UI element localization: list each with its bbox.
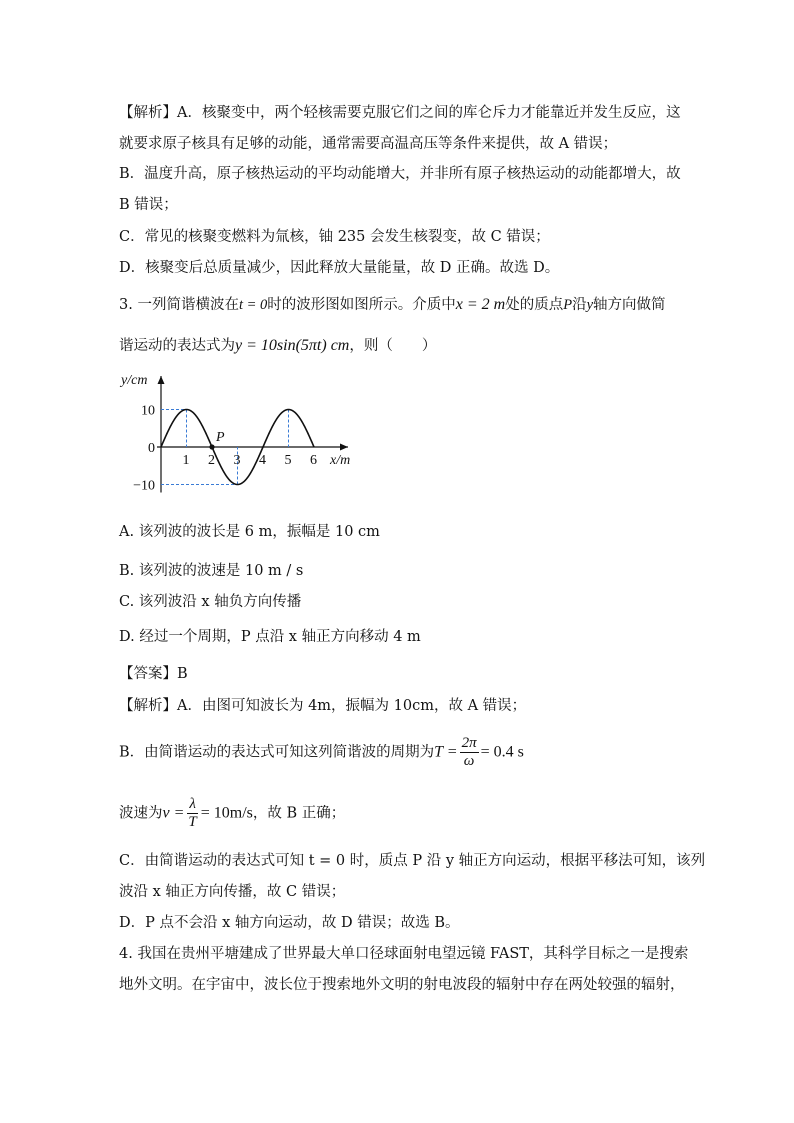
option-b: B. 该列波的波速是 10 m / s <box>119 563 304 579</box>
y-axis-arrow <box>158 376 165 384</box>
answer-label: 【答案】B <box>119 666 188 682</box>
analysis-q3-line3: 波速为v = $\frac{\lambda}{T}$ = 10m/s，故 B 正确； <box>119 796 346 830</box>
y-tick-label: 10 <box>141 403 155 419</box>
analysis-q2-line6: D．核聚变后总质量减少，因此释放大量能量，故 D 正确。故选 D。 <box>119 260 560 276</box>
axes <box>157 376 351 493</box>
x-position: x = 2 m <box>455 296 506 313</box>
question3-stem-line1: 3. 一列简谐横波在t = 0时的波形图如图所示。介质中x = 2 m处的质点P沿y轴方向做简 <box>119 296 666 313</box>
x-axis-arrow <box>340 444 348 451</box>
question3-stem-line2: 谐运动的表达式为y = 10sin(5πt) cm，则（ ） <box>119 337 437 354</box>
option-d: D. 经过一个周期，P 点沿 x 轴正方向移动 4 m <box>119 629 421 645</box>
analysis-q2-line3: B．温度升高，原子核热运动的平均动能增大，并非所有原子核热运动的动能都增大，故 <box>119 166 681 182</box>
axis-labels <box>119 373 350 494</box>
question4-line2: 地外文明。在宇宙中，波长位于搜索地外文明的射电波段的辐射中存在两处较强的辐射， <box>119 977 685 993</box>
analysis-q2-line2: 就要求原子核具有足够的动能，通常需要高温高压等条件来提供，故 A 错误； <box>119 136 618 152</box>
analysis-q3-line2: B．由简谐运动的表达式可知这列简谐波的周期为T = $\frac{2\pi}{\omega}$ = 0.4 s <box>119 735 524 769</box>
speed-fraction: $\frac{\lambda}{T}$ <box>188 796 197 830</box>
x-axis-title: x/m <box>330 453 351 468</box>
option-a: A. 该列波的波长是 6 m，振幅是 10 cm <box>119 524 380 540</box>
analysis-q2-line4: B 错误； <box>119 197 178 213</box>
t0-symbol: t = 0 <box>238 297 268 313</box>
analysis-q2-line1: 【解析】A．核聚变中，两个轻核需要克服它们之间的库仑斥力才能靠近并发生反应，这 <box>119 105 681 121</box>
y-tick-label: 0 <box>148 441 155 456</box>
analysis-q3-line1: 【解析】A．由图可知波长为 4m，振幅为 10cm，故 A 错误； <box>119 698 527 714</box>
analysis-q2-line5: C．常见的核聚变燃料为氚核，铀 235 会发生核裂变，故 C 错误； <box>119 229 550 245</box>
x-tick-label: 6 <box>310 453 317 468</box>
point-p-label: P <box>216 430 225 445</box>
motion-expression: y = 10sin(5πt) cm <box>235 337 350 354</box>
wave-graph <box>119 368 364 498</box>
y-axis-title: y/cm <box>121 373 148 388</box>
period-fraction: $\frac{2\pi}{\omega}$ <box>461 735 477 769</box>
x-tick-label: 5 <box>284 453 292 468</box>
analysis-q3-line5: 波沿 x 轴正方向传播，故 C 错误； <box>119 884 346 900</box>
question4-line1: 4. 我国在贵州平塘建成了世界最大单口径球面射电望远镜 FAST，其科学目标之一是搜索 <box>119 946 689 962</box>
analysis-q3-line4: C．由简谐运动的表达式可知 t = 0 时，质点 P 沿 y 轴正方向运动，根据平移法可知，该列 <box>119 853 706 869</box>
x-tick-label: 3 <box>233 453 241 468</box>
option-c: C. 该列波沿 x 轴负方向传播 <box>119 594 302 610</box>
x-tick-label: 2 <box>208 453 215 468</box>
y-tick-label: −10 <box>133 478 155 494</box>
analysis-q3-line6: D．P 点不会沿 x 轴方向运动，故 D 错误；故选 B。 <box>119 915 460 931</box>
x-tick-label: 4 <box>259 453 266 468</box>
x-tick-label: 1 <box>182 453 190 468</box>
